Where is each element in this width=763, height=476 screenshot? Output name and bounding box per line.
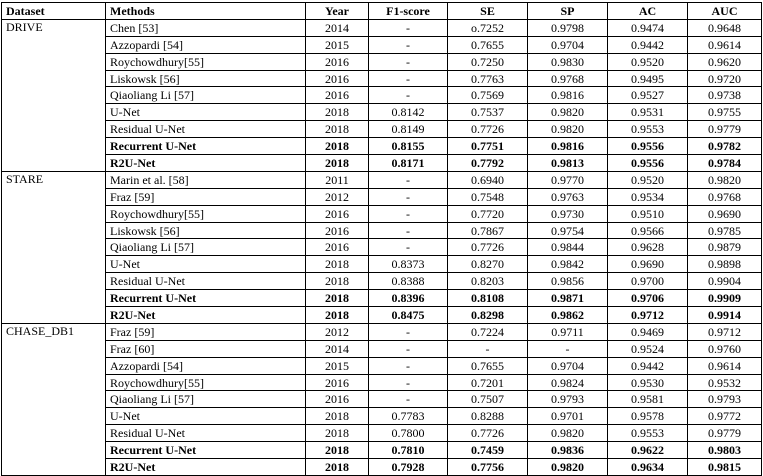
auc-cell: 0.9720 <box>688 70 762 87</box>
method-cell: Recurrent U-Net <box>106 138 306 155</box>
method-cell: Roychowdhury[55] <box>106 205 306 222</box>
year-cell: 2018 <box>306 155 369 172</box>
se-cell: o.7252 <box>448 19 528 36</box>
header-ac: AC <box>608 3 688 20</box>
method-cell: Fraz [60] <box>106 340 306 357</box>
header-sp: SP <box>528 3 608 20</box>
se-cell: 0.7569 <box>448 87 528 104</box>
method-cell: Qiaoliang Li [57] <box>106 239 306 256</box>
auc-cell: 0.9784 <box>688 155 762 172</box>
f1-score-cell: 0.8155 <box>369 138 448 155</box>
f1-score-cell: 0.8171 <box>369 155 448 172</box>
se-cell: 0.6940 <box>448 171 528 188</box>
method-cell: R2U-Net <box>106 155 306 172</box>
ac-cell: 0.9531 <box>608 104 688 121</box>
auc-cell: 0.9772 <box>688 408 762 425</box>
sp-cell: 0.9824 <box>528 374 608 391</box>
f1-score-cell: - <box>369 222 448 239</box>
sp-cell: 0.9813 <box>528 155 608 172</box>
table-row <box>2 138 762 155</box>
sp-cell: 0.9754 <box>528 222 608 239</box>
method-cell: Marin et al. [58] <box>106 171 306 188</box>
sp-cell: 0.9862 <box>528 307 608 324</box>
ac-cell: 0.9556 <box>608 155 688 172</box>
sp-cell: 0.9704 <box>528 36 608 53</box>
sp-cell: 0.9704 <box>528 357 608 374</box>
auc-cell: 0.9879 <box>688 239 762 256</box>
ac-cell: 0.9578 <box>608 408 688 425</box>
table-row <box>2 205 762 222</box>
sp-cell: - <box>528 340 608 357</box>
se-cell: 0.7792 <box>448 155 528 172</box>
method-cell: Residual U-Net <box>106 425 306 442</box>
method-cell: Roychowdhury[55] <box>106 374 306 391</box>
se-cell: 0.7726 <box>448 239 528 256</box>
f1-score-cell: - <box>369 239 448 256</box>
ac-cell: 0.9628 <box>608 239 688 256</box>
sp-cell: 0.9820 <box>528 425 608 442</box>
header-methods: Methods <box>106 3 306 20</box>
f1-score-cell: - <box>369 36 448 53</box>
sp-cell: 0.9770 <box>528 171 608 188</box>
year-cell: 2018 <box>306 459 369 476</box>
auc-cell: 0.9620 <box>688 53 762 70</box>
sp-cell: 0.9730 <box>528 205 608 222</box>
method-cell: Recurrent U-Net <box>106 290 306 307</box>
table-row <box>2 53 762 70</box>
se-cell: 0.7655 <box>448 357 528 374</box>
ac-cell: 0.9581 <box>608 391 688 408</box>
table-row <box>2 273 762 290</box>
dataset-cell: CHASE_DB1 <box>2 323 106 475</box>
ac-cell: 0.9520 <box>608 171 688 188</box>
auc-cell: 0.9820 <box>688 171 762 188</box>
auc-cell: 0.9779 <box>688 425 762 442</box>
se-cell: 0.7756 <box>448 459 528 476</box>
f1-score-cell: - <box>369 323 448 340</box>
sp-cell: 0.9830 <box>528 53 608 70</box>
table-row <box>2 19 762 36</box>
method-cell: Qiaoliang Li [57] <box>106 87 306 104</box>
f1-score-cell: - <box>369 19 448 36</box>
year-cell: 2016 <box>306 391 369 408</box>
sp-cell: 0.9836 <box>528 442 608 459</box>
se-cell: 0.7548 <box>448 188 528 205</box>
auc-cell: 0.9785 <box>688 222 762 239</box>
method-cell: U-Net <box>106 408 306 425</box>
sp-cell: 0.9816 <box>528 87 608 104</box>
se-cell: 0.7763 <box>448 70 528 87</box>
dataset-cell: STARE <box>2 171 106 323</box>
method-cell: Qiaoliang Li [57] <box>106 391 306 408</box>
auc-cell: 0.9712 <box>688 323 762 340</box>
method-cell: U-Net <box>106 104 306 121</box>
f1-score-cell: - <box>369 87 448 104</box>
ac-cell: 0.9530 <box>608 374 688 391</box>
f1-score-cell: 0.7800 <box>369 425 448 442</box>
table-row <box>2 290 762 307</box>
sp-cell: 0.9793 <box>528 391 608 408</box>
ac-cell: 0.9712 <box>608 307 688 324</box>
year-cell: 2016 <box>306 70 369 87</box>
se-cell: 0.7201 <box>448 374 528 391</box>
dataset-cell: DRIVE <box>2 19 106 171</box>
sp-cell: 0.9820 <box>528 121 608 138</box>
method-cell: Liskowsk [56] <box>106 70 306 87</box>
header-year: Year <box>306 3 369 20</box>
sp-cell: 0.9711 <box>528 323 608 340</box>
year-cell: 2012 <box>306 323 369 340</box>
table-row <box>2 188 762 205</box>
ac-cell: 0.9510 <box>608 205 688 222</box>
table-row <box>2 36 762 53</box>
sp-cell: 0.9820 <box>528 459 608 476</box>
ac-cell: 0.9442 <box>608 36 688 53</box>
year-cell: 2018 <box>306 138 369 155</box>
year-cell: 2018 <box>306 104 369 121</box>
sp-cell: 0.9856 <box>528 273 608 290</box>
se-cell: 0.8298 <box>448 307 528 324</box>
table-row <box>2 70 762 87</box>
f1-score-cell: - <box>369 188 448 205</box>
header-dataset: Dataset <box>2 3 106 20</box>
method-cell: U-Net <box>106 256 306 273</box>
ac-cell: 0.9553 <box>608 425 688 442</box>
method-cell: Azzopardi [54] <box>106 357 306 374</box>
table-body <box>2 19 762 475</box>
table-row <box>2 104 762 121</box>
f1-score-cell: - <box>369 171 448 188</box>
table-row <box>2 323 762 340</box>
table-row <box>2 87 762 104</box>
year-cell: 2018 <box>306 121 369 138</box>
sp-cell: 0.9798 <box>528 19 608 36</box>
method-cell: Fraz [59] <box>106 323 306 340</box>
auc-cell: 0.9914 <box>688 307 762 324</box>
se-cell: 0.8108 <box>448 290 528 307</box>
year-cell: 2018 <box>306 273 369 290</box>
year-cell: 2016 <box>306 239 369 256</box>
se-cell: 0.7507 <box>448 391 528 408</box>
auc-cell: 0.9614 <box>688 357 762 374</box>
year-cell: 2016 <box>306 374 369 391</box>
sp-cell: 0.9768 <box>528 70 608 87</box>
se-cell: 0.7250 <box>448 53 528 70</box>
f1-score-cell: - <box>369 340 448 357</box>
f1-score-cell: 0.8396 <box>369 290 448 307</box>
table-row <box>2 239 762 256</box>
results-table <box>1 2 762 476</box>
year-cell: 2016 <box>306 205 369 222</box>
table-row <box>2 121 762 138</box>
header-se: SE <box>448 3 528 20</box>
se-cell: 0.7726 <box>448 425 528 442</box>
se-cell: 0.7459 <box>448 442 528 459</box>
year-cell: 2015 <box>306 357 369 374</box>
ac-cell: 0.9700 <box>608 273 688 290</box>
table-row <box>2 256 762 273</box>
se-cell: - <box>448 340 528 357</box>
table-row <box>2 155 762 172</box>
f1-score-cell: - <box>369 53 448 70</box>
auc-cell: 0.9614 <box>688 36 762 53</box>
f1-score-cell: - <box>369 374 448 391</box>
header-f1-score: F1-score <box>369 3 448 20</box>
auc-cell: 0.9815 <box>688 459 762 476</box>
table-row <box>2 459 762 476</box>
year-cell: 2018 <box>306 408 369 425</box>
year-cell: 2018 <box>306 307 369 324</box>
ac-cell: 0.9553 <box>608 121 688 138</box>
auc-cell: 0.9898 <box>688 256 762 273</box>
auc-cell: 0.9532 <box>688 374 762 391</box>
method-cell: Liskowsk [56] <box>106 222 306 239</box>
method-cell: Residual U-Net <box>106 121 306 138</box>
se-cell: 0.7537 <box>448 104 528 121</box>
ac-cell: 0.9690 <box>608 256 688 273</box>
ac-cell: 0.9495 <box>608 70 688 87</box>
table-row <box>2 442 762 459</box>
method-cell: Roychowdhury[55] <box>106 53 306 70</box>
sp-cell: 0.9844 <box>528 239 608 256</box>
ac-cell: 0.9520 <box>608 53 688 70</box>
year-cell: 2015 <box>306 36 369 53</box>
se-cell: 0.7751 <box>448 138 528 155</box>
sp-cell: 0.9816 <box>528 138 608 155</box>
se-cell: 0.7224 <box>448 323 528 340</box>
se-cell: 0.8270 <box>448 256 528 273</box>
f1-score-cell: - <box>369 205 448 222</box>
method-cell: Fraz [59] <box>106 188 306 205</box>
method-cell: Azzopardi [54] <box>106 36 306 53</box>
year-cell: 2016 <box>306 87 369 104</box>
table-row <box>2 171 762 188</box>
auc-cell: 0.9803 <box>688 442 762 459</box>
table-row <box>2 425 762 442</box>
ac-cell: 0.9556 <box>608 138 688 155</box>
se-cell: 0.8288 <box>448 408 528 425</box>
year-cell: 2012 <box>306 188 369 205</box>
auc-cell: 0.9648 <box>688 19 762 36</box>
year-cell: 2011 <box>306 171 369 188</box>
f1-score-cell: 0.7810 <box>369 442 448 459</box>
ac-cell: 0.9474 <box>608 19 688 36</box>
ac-cell: 0.9622 <box>608 442 688 459</box>
table-row <box>2 340 762 357</box>
method-cell: R2U-Net <box>106 459 306 476</box>
se-cell: 0.7720 <box>448 205 528 222</box>
year-cell: 2016 <box>306 222 369 239</box>
table-row <box>2 391 762 408</box>
f1-score-cell: 0.8475 <box>369 307 448 324</box>
f1-score-cell: 0.7783 <box>369 408 448 425</box>
sp-cell: 0.9842 <box>528 256 608 273</box>
table-row <box>2 307 762 324</box>
ac-cell: 0.9524 <box>608 340 688 357</box>
auc-cell: 0.9909 <box>688 290 762 307</box>
ac-cell: 0.9442 <box>608 357 688 374</box>
year-cell: 2018 <box>306 256 369 273</box>
auc-cell: 0.9904 <box>688 273 762 290</box>
table-row <box>2 408 762 425</box>
se-cell: 0.7655 <box>448 36 528 53</box>
f1-score-cell: 0.8388 <box>369 273 448 290</box>
sp-cell: 0.9820 <box>528 104 608 121</box>
table-row <box>2 374 762 391</box>
auc-cell: 0.9793 <box>688 391 762 408</box>
se-cell: 0.8203 <box>448 273 528 290</box>
year-cell: 2018 <box>306 425 369 442</box>
sp-cell: 0.9763 <box>528 188 608 205</box>
f1-score-cell: 0.8142 <box>369 104 448 121</box>
year-cell: 2014 <box>306 19 369 36</box>
f1-score-cell: - <box>369 391 448 408</box>
year-cell: 2014 <box>306 340 369 357</box>
method-cell: Recurrent U-Net <box>106 442 306 459</box>
auc-cell: 0.9768 <box>688 188 762 205</box>
auc-cell: 0.9738 <box>688 87 762 104</box>
header-row <box>2 3 762 20</box>
year-cell: 2016 <box>306 53 369 70</box>
header-auc: AUC <box>688 3 762 20</box>
f1-score-cell: 0.8149 <box>369 121 448 138</box>
f1-score-cell: 0.8373 <box>369 256 448 273</box>
f1-score-cell: 0.7928 <box>369 459 448 476</box>
auc-cell: 0.9779 <box>688 121 762 138</box>
results-table-container <box>1 2 761 476</box>
auc-cell: 0.9782 <box>688 138 762 155</box>
sp-cell: 0.9701 <box>528 408 608 425</box>
f1-score-cell: - <box>369 70 448 87</box>
method-cell: Residual U-Net <box>106 273 306 290</box>
f1-score-cell: - <box>369 357 448 374</box>
se-cell: 0.7726 <box>448 121 528 138</box>
ac-cell: 0.9566 <box>608 222 688 239</box>
year-cell: 2018 <box>306 442 369 459</box>
sp-cell: 0.9871 <box>528 290 608 307</box>
ac-cell: 0.9534 <box>608 188 688 205</box>
table-row <box>2 357 762 374</box>
method-cell: R2U-Net <box>106 307 306 324</box>
ac-cell: 0.9469 <box>608 323 688 340</box>
auc-cell: 0.9760 <box>688 340 762 357</box>
ac-cell: 0.9706 <box>608 290 688 307</box>
ac-cell: 0.9634 <box>608 459 688 476</box>
ac-cell: 0.9527 <box>608 87 688 104</box>
table-row <box>2 222 762 239</box>
method-cell: Chen [53] <box>106 19 306 36</box>
year-cell: 2018 <box>306 290 369 307</box>
se-cell: 0.7867 <box>448 222 528 239</box>
auc-cell: 0.9755 <box>688 104 762 121</box>
auc-cell: 0.9690 <box>688 205 762 222</box>
